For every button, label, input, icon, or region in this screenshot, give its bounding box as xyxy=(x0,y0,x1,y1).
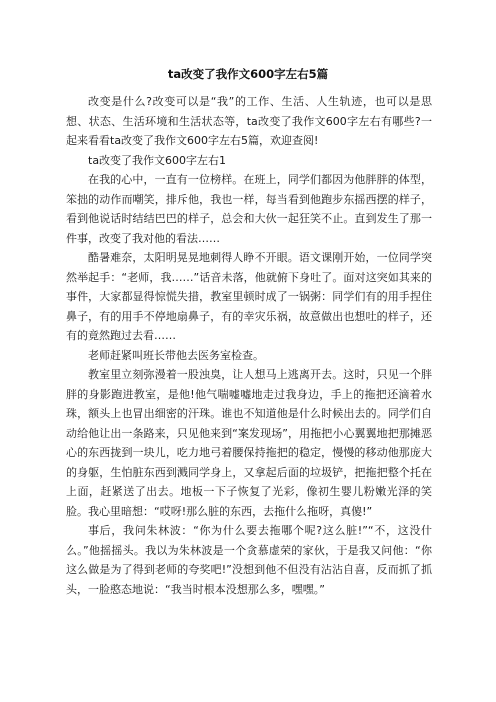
document-title: ta改变了我作文600字左右5篇 xyxy=(167,67,329,81)
intro-paragraph: 改变是什么?改变可以是“我”的工作、生活、人生轨迹，也可以是思想、状态、生活环境和生活状态等，ta改变了我作文600字左右有哪些?一起来看看ta改变了我作文600字左右5篇，欢迎查阅! xyxy=(66,95,432,147)
body-paragraph: 事后，我问朱林波：“你为什么要去拖哪个呢?这么脏!”“不，这没什么。”他摇摇头。我以为朱林波是一个贪慕虚荣的家伙，于是我又问他：“你这么做是为了得到老师的夸奖吧!”没想到他不但没有沾沾自喜，反而抓了抓头，一脸憨态地说：“我当时根本没想那么多，嘿嘿。” xyxy=(66,524,432,596)
body-paragraph: 在我的心中，一直有一位榜样。在班上，同学们都因为他胖胖的体型，笨拙的动作而嘲笑，排斥他，我也一样，每当看到他跑步东摇西摆的样子，看到他说话时结结巴巴的样子，总会和大伙一起狂笑不止。直到发生了那一件事，改变了我对他的看法…… xyxy=(66,173,432,245)
body-paragraph: 教室里立刻弥漫着一股浊臭，让人想马上逃离开去。这时，只见一个胖胖的身影跑进教室，是他!他气喘嘘嘘地走过我身边，手上的拖把还滴着水珠，额头上也冒出细密的汗珠。谁也不知道他是什么时候出去的。同学们自动给他让出一条路来，只见他来到“案发现场”，用拖把小心翼翼地把那摊恶心的东西拢到一块儿，吃力地弓着腰保持拖把的稳定，慢慢的移动他那庞大的身躯，生怕脏东西到溅同学身上，又拿起后面的垃圾铲，把拖把整个托在上面，赶紧送了出去。地板一下子恢复了光彩，像初生婴儿粉嫩光泽的笑脸。我心里暗想：“哎呀!那么脏的东西，去拖什么拖呀，真傻!” xyxy=(66,368,432,518)
body-paragraph: 酷暑难奈，太阳明晃晃地刺得人睁不开眼。语文课刚开始，一位同学突然举起手：“老师，我……”话音未落，他就俯下身吐了。面对这突如其来的事件，大家都显得惊慌失措，教室里顿时成了一锅粥：同学们有的用手捏住鼻子，有的用手不停地扇鼻子，有的幸灾乐祸，故意做出也想吐的样子，还有的竟然跑过去看…… xyxy=(66,251,432,342)
document-body xyxy=(66,92,432,599)
section-heading: ta改变了我作文600字左右1 xyxy=(88,153,227,167)
body-paragraph: 老师赶紧叫班长带他去医务室检查。 xyxy=(88,348,264,362)
